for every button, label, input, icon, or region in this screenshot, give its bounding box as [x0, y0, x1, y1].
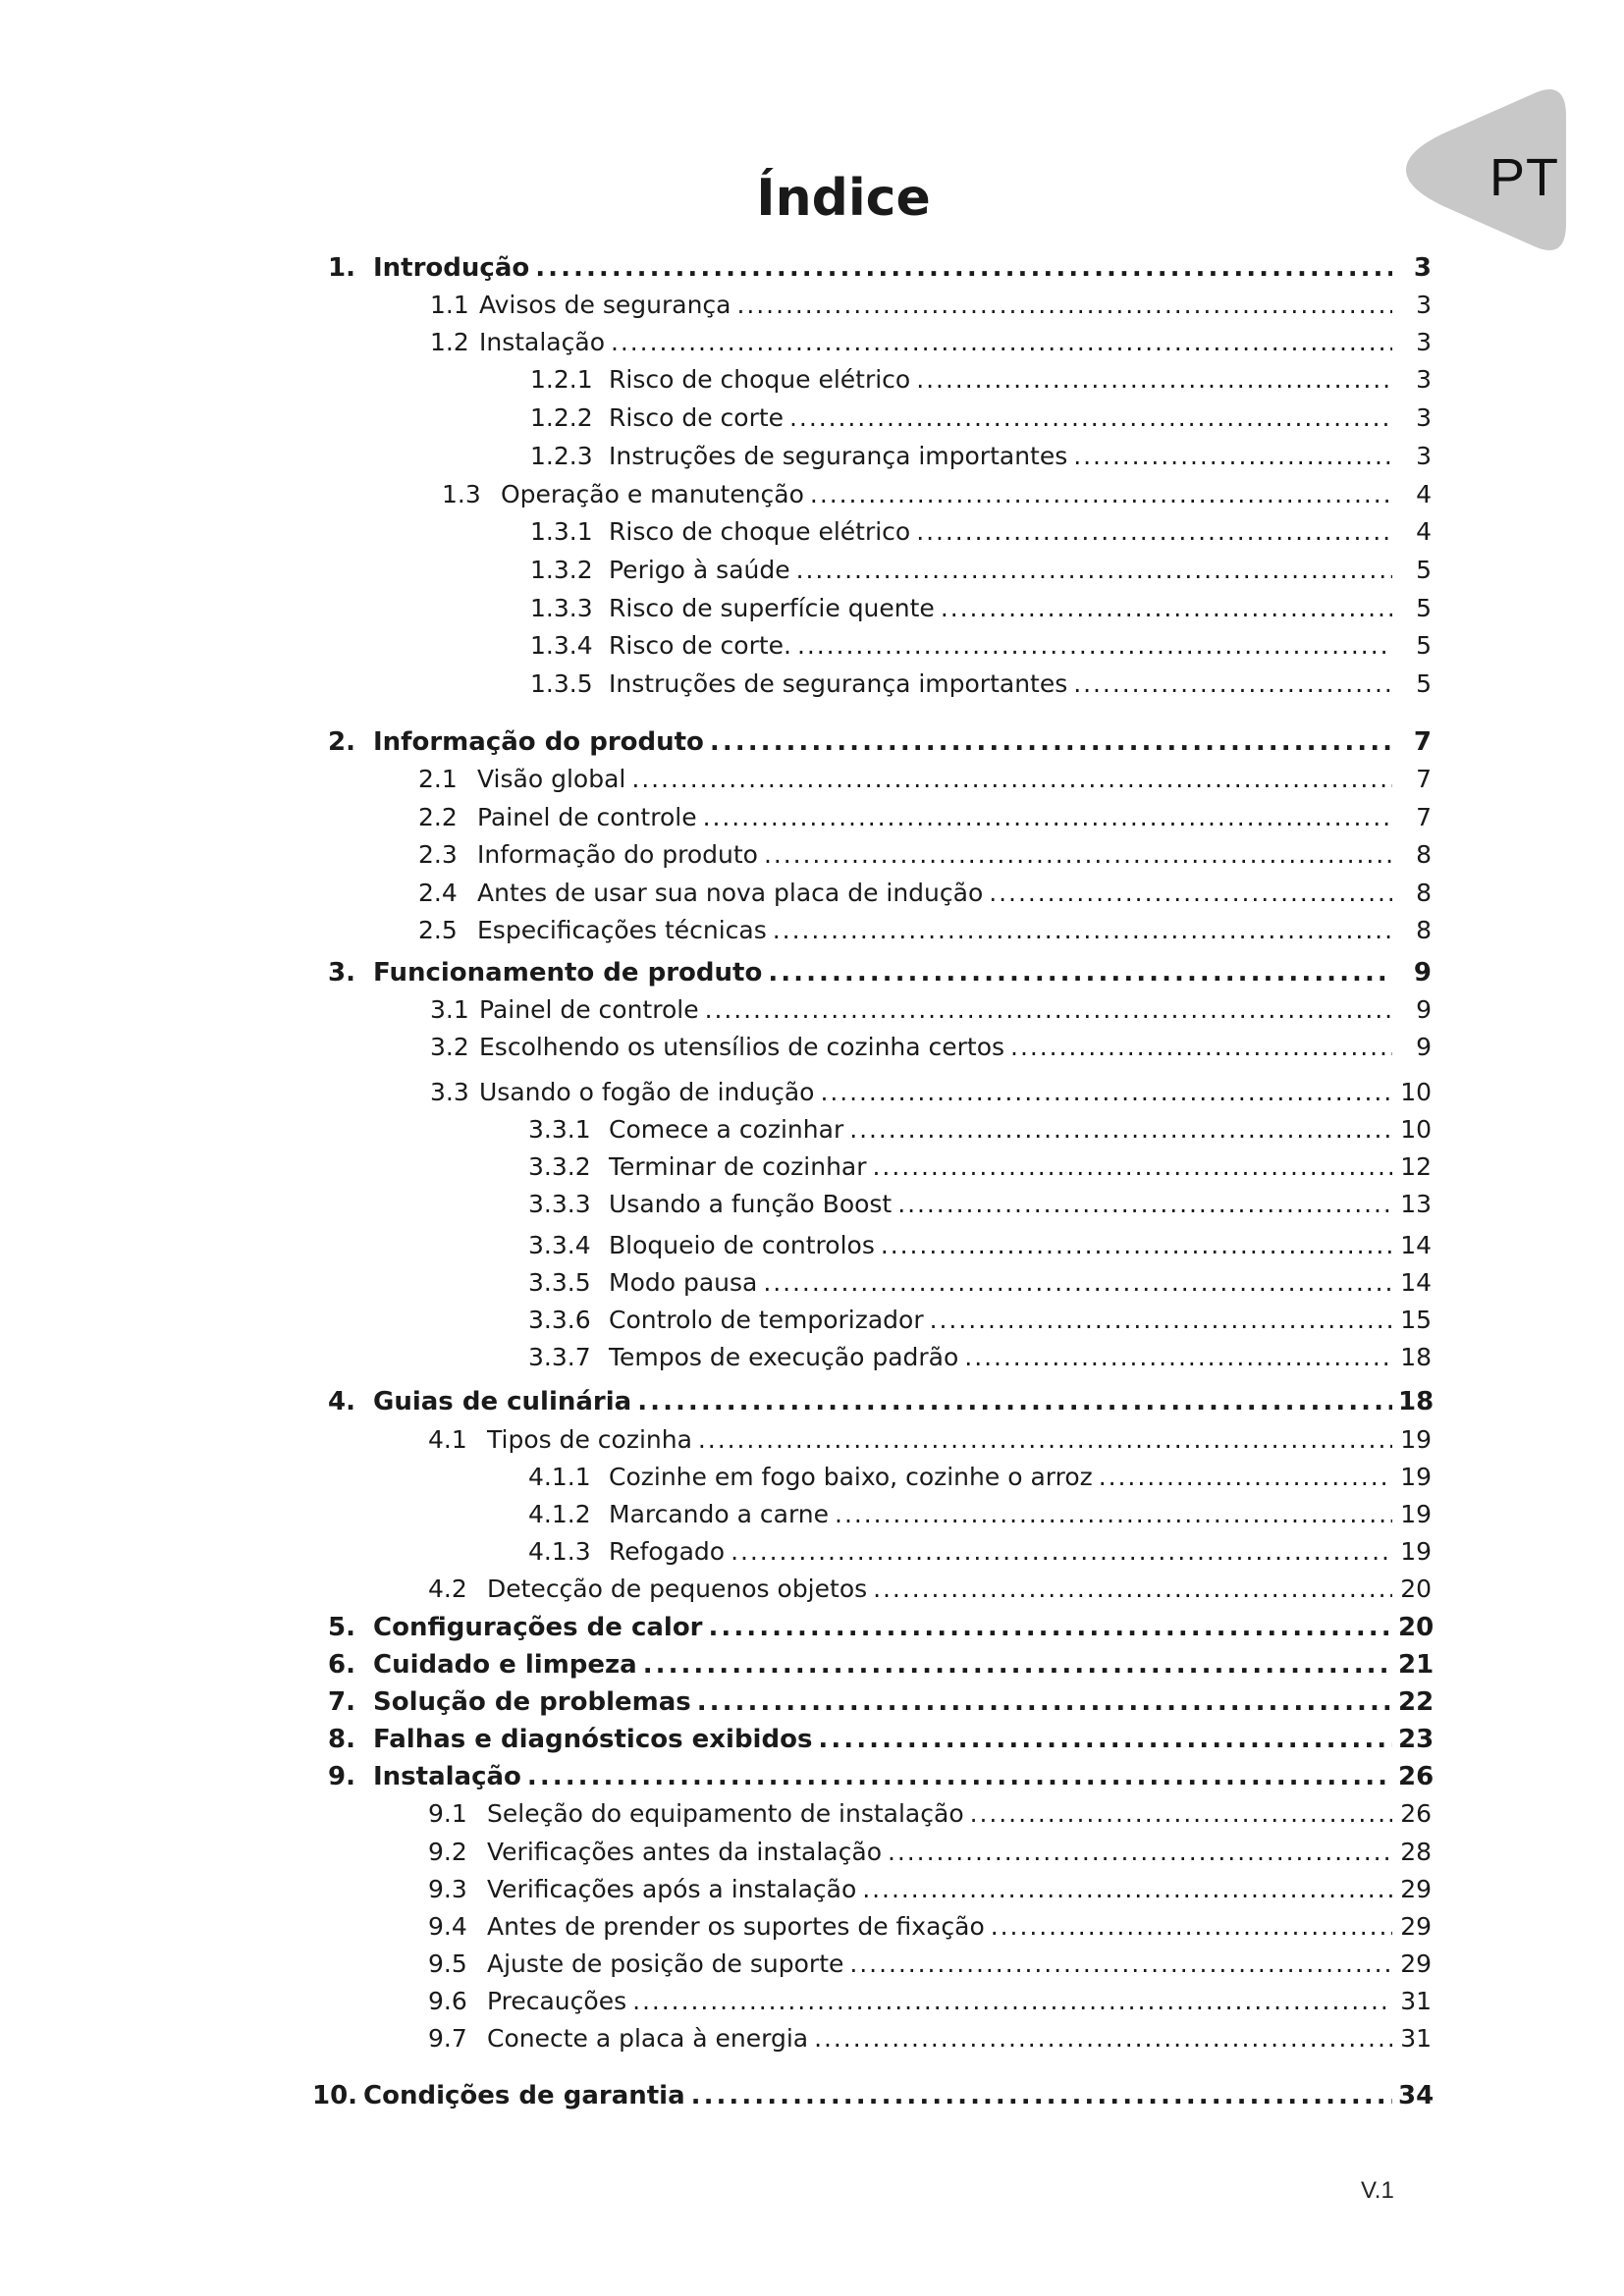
toc-leader-dots [527, 1759, 1392, 1794]
toc-label: Ajuste de posição de suporte [487, 1949, 844, 1978]
toc-page-number: 14 [1400, 1268, 1432, 1297]
toc-leader-dots [835, 1497, 1392, 1532]
toc-leader-dots [764, 837, 1392, 873]
toc-leader-dots [1010, 1030, 1392, 1065]
toc-page-number: 34 [1398, 2081, 1435, 2110]
toc-leader-dots [797, 628, 1392, 664]
toc-leader-dots [698, 1422, 1392, 1458]
toc-page-number: 9 [1416, 995, 1432, 1024]
toc-page-number: 26 [1398, 1762, 1435, 1791]
toc-number: 3.3.3 [528, 1190, 591, 1218]
toc-number: 9. [328, 1762, 355, 1791]
toc-page-number: 8 [1416, 840, 1432, 869]
toc-page-number: 20 [1398, 1613, 1435, 1642]
toc-entry[interactable] [530, 628, 1432, 664]
toc-label: Instalação [479, 328, 605, 356]
toc-label: Comece a cozinhar [609, 1115, 844, 1144]
toc-number: 1.3.2 [530, 556, 593, 584]
toc-entry[interactable] [328, 1684, 1435, 1720]
toc-label: Precauções [487, 1987, 627, 2015]
toc-leader-dots [873, 1149, 1392, 1185]
toc-number: 1.2.1 [530, 365, 593, 394]
toc-entry[interactable] [428, 1796, 1432, 1832]
toc-entry[interactable] [328, 1610, 1435, 1645]
toc-number: 2.4 [418, 879, 458, 907]
toc-number: 1.2 [430, 328, 469, 356]
toc-leader-dots [849, 1112, 1392, 1148]
toc-label: Introdução [373, 253, 530, 283]
toc-entry[interactable] [528, 1228, 1432, 1263]
toc-label: Informação do produto [477, 840, 758, 869]
toc-page-number: 18 [1400, 1343, 1432, 1371]
toc-leader-dots [814, 2021, 1392, 2056]
toc-leader-dots [881, 1228, 1392, 1263]
toc-entry[interactable] [430, 325, 1432, 360]
toc-number: 7. [328, 1687, 355, 1717]
toc-page-number: 19 [1400, 1463, 1432, 1491]
toc-number: 2.3 [418, 840, 458, 869]
toc-page-number: 19 [1400, 1500, 1432, 1528]
toc-number: 6. [328, 1650, 355, 1680]
toc-page-number: 31 [1400, 2024, 1432, 2053]
toc-entry[interactable] [428, 2021, 1432, 2056]
toc-entry[interactable] [528, 1340, 1432, 1375]
toc-entry[interactable] [328, 1722, 1435, 1757]
toc-number: 1.3.5 [530, 669, 593, 698]
toc-page-number: 10 [1400, 1115, 1432, 1144]
toc-leader-dots [637, 1384, 1392, 1419]
toc-number: 10. [312, 2081, 358, 2110]
toc-page-number: 5 [1416, 594, 1432, 622]
toc-label: Instruções de segurança importantes [609, 442, 1068, 470]
toc-entry[interactable] [530, 400, 1432, 436]
toc-label: Usando a função Boost [609, 1190, 893, 1218]
toc-leader-dots [789, 400, 1392, 436]
toc-number: 1.3.4 [530, 631, 593, 660]
toc-entry[interactable] [428, 1422, 1432, 1458]
toc-label: Instalação [373, 1762, 521, 1791]
toc-entry[interactable] [430, 992, 1432, 1028]
toc-leader-dots [1099, 1460, 1392, 1495]
toc-label: Refogado [609, 1537, 726, 1566]
toc-leader-dots [796, 553, 1392, 588]
toc-leader-dots [773, 913, 1392, 948]
toc-label: Risco de corte [609, 403, 785, 432]
toc-page-number: 13 [1400, 1190, 1432, 1218]
toc-leader-dots [643, 1647, 1392, 1682]
toc-page-number: 8 [1416, 879, 1432, 907]
toc-entry[interactable] [428, 1947, 1432, 1982]
toc-label: Cuidado e limpeza [373, 1650, 637, 1680]
toc-entry[interactable] [428, 1909, 1432, 1945]
toc-number: 5. [328, 1613, 355, 1642]
toc-entry[interactable] [528, 1534, 1432, 1570]
toc-entry[interactable] [430, 1075, 1432, 1110]
toc-label: Seleção do equipamento de instalação [487, 1799, 964, 1828]
toc-entry[interactable] [530, 667, 1432, 702]
toc-page-number: 3 [1416, 328, 1432, 356]
toc-page-number: 4 [1416, 517, 1432, 546]
toc-label: Terminar de cozinhar [609, 1152, 867, 1181]
toc-leader-dots [611, 325, 1392, 360]
toc-leader-dots [818, 1722, 1392, 1757]
toc-label: Falhas e diagnósticos exibidos [373, 1725, 813, 1754]
toc-number: 3.1 [430, 995, 469, 1024]
toc-page-number: 29 [1400, 1875, 1432, 1903]
toc-leader-dots [862, 1872, 1392, 1907]
toc-page-number: 4 [1416, 480, 1432, 508]
toc-leader-dots [632, 1984, 1392, 2019]
toc-page-number: 7 [1413, 727, 1432, 757]
toc-page-number: 19 [1400, 1537, 1432, 1566]
toc-leader-dots [991, 1909, 1392, 1945]
toc-label: Antes de prender os suportes de fixação [487, 1912, 985, 1941]
toc-number: 9.7 [428, 2024, 467, 2053]
toc-number: 1.1 [430, 291, 469, 319]
toc-leader-dots [873, 1572, 1392, 1607]
toc-entry[interactable] [328, 1647, 1435, 1682]
toc-leader-dots [631, 762, 1392, 797]
toc-page-number: 31 [1400, 1987, 1432, 2015]
toc-label: Informação do produto [373, 727, 704, 757]
toc-label: Risco de choque elétrico [609, 517, 911, 546]
toc-label: Detecção de pequenos objetos [487, 1575, 868, 1603]
toc-number: 1.2.3 [530, 442, 593, 470]
toc-entry[interactable] [530, 514, 1432, 550]
toc-entry[interactable] [530, 591, 1432, 626]
toc-leader-dots [691, 2078, 1392, 2113]
toc-number: 9.2 [428, 1838, 467, 1866]
toc-label: Configurações de calor [373, 1613, 703, 1642]
toc-number: 9.5 [428, 1949, 467, 1978]
toc-number: 1.2.2 [530, 403, 593, 432]
toc-number: 4. [328, 1387, 355, 1416]
toc-label: Controlo de temporizador [609, 1306, 924, 1334]
toc-number: 1.3.3 [530, 594, 593, 622]
toc-leader-dots [535, 250, 1392, 286]
toc-leader-dots [897, 1187, 1392, 1222]
toc-label: Painel de controle [479, 995, 699, 1024]
toc-page-number: 22 [1398, 1687, 1435, 1717]
toc-leader-dots [737, 288, 1393, 323]
toc-page-number: 15 [1400, 1306, 1432, 1334]
toc-entry[interactable] [428, 1872, 1432, 1907]
toc-page-number: 23 [1398, 1725, 1435, 1754]
toc-leader-dots [849, 1947, 1392, 1982]
toc-label: Operação e manutenção [501, 480, 804, 508]
toc-label: Instruções de segurança importantes [609, 669, 1068, 698]
page-title: Índice [756, 169, 931, 228]
toc-page-number: 29 [1400, 1912, 1432, 1941]
toc-entry[interactable] [430, 288, 1432, 323]
language-code: PT [1489, 148, 1559, 207]
toc-number: 3.3 [430, 1078, 469, 1106]
toc-leader-dots [916, 514, 1392, 550]
toc-label: Solução de problemas [373, 1687, 691, 1717]
toc-leader-dots [763, 1265, 1392, 1301]
toc-label: Usando o fogão de indução [479, 1078, 815, 1106]
toc-number: 3.3.1 [528, 1115, 591, 1144]
toc-label: Antes de usar sua nova placa de indução [477, 879, 984, 907]
toc-label: Marcando a carne [609, 1500, 830, 1528]
toc-page-number: 3 [1416, 442, 1432, 470]
toc-number: 4.2 [428, 1575, 467, 1603]
toc-entry[interactable] [418, 837, 1432, 873]
toc-entry[interactable] [428, 1572, 1432, 1607]
toc-label: Bloqueio de controlos [609, 1231, 875, 1259]
toc-leader-dots [970, 1796, 1392, 1832]
toc-number: 4.1 [428, 1425, 467, 1454]
toc-entry[interactable] [528, 1187, 1432, 1222]
toc-label: Risco de corte. [609, 631, 791, 660]
toc-label: Guias de culinária [373, 1387, 632, 1416]
toc-label: Verificações antes da instalação [487, 1838, 882, 1866]
toc-label: Perigo à saúde [609, 556, 790, 584]
toc-page-number: 14 [1400, 1231, 1432, 1259]
toc-label: Verificações após a instalação [487, 1875, 857, 1903]
toc-leader-dots [709, 1610, 1393, 1645]
toc-number: 3.3.2 [528, 1152, 591, 1181]
toc-label: Painel de controle [477, 803, 697, 831]
toc-number: 3.3.4 [528, 1231, 591, 1259]
toc-entry[interactable] [328, 1384, 1435, 1419]
toc-entry[interactable] [418, 913, 1432, 948]
toc-label: Conecte a placa à energia [487, 2024, 809, 2053]
toc-number: 2.2 [418, 803, 458, 831]
toc-page-number: 5 [1416, 631, 1432, 660]
toc-entry[interactable] [528, 1149, 1432, 1185]
toc-page-number: 20 [1400, 1575, 1432, 1603]
toc-entry[interactable] [528, 1265, 1432, 1301]
toc-page-number: 3 [1416, 291, 1432, 319]
toc-entry[interactable] [328, 250, 1432, 286]
toc-page-number: 9 [1413, 958, 1432, 988]
toc-page-number: 19 [1400, 1425, 1432, 1454]
toc-page-number: 12 [1400, 1152, 1432, 1181]
toc-label: Cozinhe em fogo baixo, cozinhe o arroz [609, 1463, 1093, 1491]
toc-label: Funcionamento de produto [373, 958, 763, 988]
toc-leader-dots [820, 1075, 1392, 1110]
toc-number: 4.1.2 [528, 1500, 591, 1528]
toc-page-number: 7 [1416, 765, 1432, 793]
toc-entry[interactable] [328, 955, 1432, 990]
toc-number: 1.3 [442, 480, 481, 508]
toc-entry[interactable] [528, 1460, 1432, 1495]
toc-label: Visão global [477, 765, 626, 793]
toc-number: 4.1.3 [528, 1537, 591, 1566]
toc-number: 1. [328, 253, 355, 283]
toc-page-number: 8 [1416, 916, 1432, 944]
toc-leader-dots [964, 1340, 1392, 1375]
toc-number: 3. [328, 958, 355, 988]
toc-leader-dots [930, 1303, 1392, 1338]
version-label: V.1 [1361, 2177, 1394, 2204]
toc-entry[interactable] [442, 477, 1432, 512]
toc-label: Risco de superfície quente [609, 594, 935, 622]
toc-page-number: 28 [1400, 1838, 1432, 1866]
toc-number: 4.1.1 [528, 1463, 591, 1491]
toc-label: Modo pausa [609, 1268, 758, 1297]
toc-page-number: 26 [1400, 1799, 1432, 1828]
toc-leader-dots [768, 955, 1392, 990]
toc-entry[interactable] [328, 1759, 1435, 1794]
toc-number: 1.3.1 [530, 517, 593, 546]
toc-leader-dots [697, 1684, 1392, 1720]
toc-leader-dots [888, 1835, 1392, 1870]
toc-page-number: 21 [1398, 1650, 1435, 1680]
toc-entry[interactable] [418, 800, 1432, 835]
toc-leader-dots [731, 1534, 1392, 1570]
toc-number: 2.1 [418, 765, 458, 793]
toc-leader-dots [989, 876, 1392, 911]
toc-leader-dots [1073, 439, 1392, 474]
toc-page-number: 5 [1416, 556, 1432, 584]
toc-label: Escolhendo os utensílios de cozinha certos [479, 1033, 1005, 1061]
toc-leader-dots [916, 362, 1392, 398]
toc-entry[interactable] [428, 1835, 1432, 1870]
toc-number: 3.2 [430, 1033, 469, 1061]
toc-leader-dots [705, 992, 1392, 1028]
toc-leader-dots [703, 800, 1392, 835]
toc-label: Risco de choque elétrico [609, 365, 911, 394]
toc-entry[interactable] [428, 1984, 1432, 2019]
toc-entry[interactable] [418, 762, 1432, 797]
toc-number: 2. [328, 727, 355, 757]
toc-entry[interactable] [528, 1497, 1432, 1532]
toc-number: 9.3 [428, 1875, 467, 1903]
toc-page-number: 3 [1416, 403, 1432, 432]
toc-number: 9.6 [428, 1987, 467, 2015]
toc-number: 9.4 [428, 1912, 467, 1941]
toc-number: 2.5 [418, 916, 458, 944]
toc-page-number: 3 [1413, 253, 1432, 283]
toc-leader-dots [1073, 667, 1392, 702]
toc-label: Especificações técnicas [477, 916, 767, 944]
toc-entry[interactable] [528, 1112, 1432, 1148]
toc-label: Tempos de execução padrão [609, 1343, 959, 1371]
toc-page-number: 5 [1416, 669, 1432, 698]
toc-entry[interactable] [530, 553, 1432, 588]
toc-number: 3.3.7 [528, 1343, 591, 1371]
toc-page-number: 9 [1416, 1033, 1432, 1061]
toc-number: 3.3.6 [528, 1306, 591, 1334]
toc-number: 8. [328, 1725, 355, 1754]
toc-page-number: 29 [1400, 1949, 1432, 1978]
toc-page-number: 3 [1416, 365, 1432, 394]
toc-label: Condições de garantia [363, 2081, 685, 2110]
toc-entry[interactable] [312, 2078, 1435, 2113]
toc-page-number: 10 [1400, 1078, 1432, 1106]
toc-entry[interactable] [430, 1030, 1432, 1065]
toc-label: Tipos de cozinha [487, 1425, 692, 1454]
toc-entry[interactable] [418, 876, 1432, 911]
toc-leader-dots [810, 477, 1392, 512]
toc-page-number: 18 [1398, 1387, 1435, 1416]
toc-entry[interactable] [530, 362, 1432, 398]
toc-entry[interactable] [528, 1303, 1432, 1338]
toc-entry[interactable] [328, 724, 1432, 760]
toc-entry[interactable] [530, 439, 1432, 474]
toc-leader-dots [941, 591, 1392, 626]
toc-number: 9.1 [428, 1799, 467, 1828]
toc-leader-dots [710, 724, 1392, 760]
toc-label: Avisos de segurança [479, 291, 731, 319]
toc-number: 3.3.5 [528, 1268, 591, 1297]
toc-page-number: 7 [1416, 803, 1432, 831]
